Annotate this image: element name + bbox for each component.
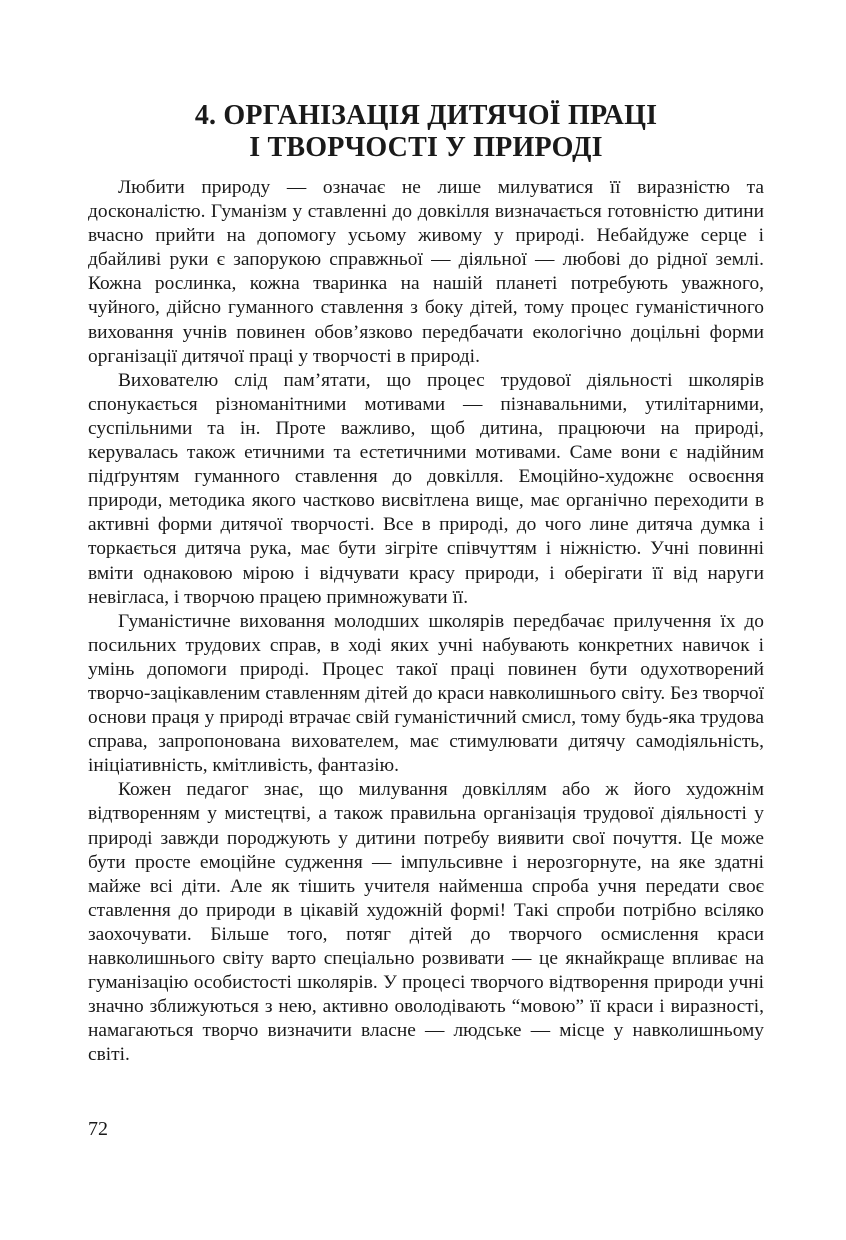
page-number: 72 bbox=[88, 1118, 108, 1140]
paragraph-4: Кожен педагог знає, що милування довкіллям або ж його художнім відтворенням у мистецтві, а також правильна організація трудової діяльності у природі завжди породжують у дитини потребу виявити свої почуття. Це може бути просте емоційне судження — імпульсивне і нерозгорнуте, на яке здатні майже всі діти. Але як тішить учителя найменша спроба учня передати своє ставлення до природи в цікавій художній формі! Такі спроби потрібно всіляко заохочувати. Більше того, потяг дітей до творчого осмислення краси навколишнього світу варто спеціально розвивати — це якнайкраще впливає на гуманізацію особистості школярів. У процесі творчого відтворення природи учні значно зближуються з нею, активно оволодівають “мовою” її краси і виразності, намагаються творчо визначити власне — людське — місце у навколишньому світі. bbox=[88, 779, 764, 1066]
paragraph-2: Вихователю слід пам’ятати, що процес трудової діяльності школярів спонукається різноманітними мотивами — пізнавальними, утилітарними, суспільними та ін. Проте важливо, щоб дитина, працюючи на природі, керувалась також етичними та естетичними мотивами. Саме вони є надійним підґрунтям гуманного ставлення до довкілля. Емоційно-художнє освоєння природи, методика якого частково висвітлена вище, має органічно переходити в активні форми дитячої творчості. Все в природі, до чого лине дитяча думка і торкається дитяча рука, має бути зігріте співчуттям і ніжністю. Учні повинні вміти однаковою мірою і відчувати красу природи, і оберігати її від наруги невігласа, і творчою працею примножувати її. bbox=[88, 369, 764, 608]
paragraph-3: Гуманістичне виховання молодших школярів передбачає прилучення їх до посильних трудових справ, в ході яких учні набувають конкретних навичок і умінь допомоги природі. Процес такої праці повинен бути одухотворений творчо-зацікавленим ставленням дітей до краси навколишнього світу. Без творчої основи праця у природі втрачає свій гуманістичний смисл, тому будь-яка трудова справа, запропонована вихователем, має стимулювати дитячу самодіяльність, ініціативність, кмітливість, фантазію. bbox=[88, 610, 764, 777]
section-title-line-2: І ТВОРЧОСТІ У ПРИРОДІ bbox=[249, 132, 603, 163]
section-title-line-1: 4. ОРГАНІЗАЦІЯ ДИТЯЧОЇ ПРАЦІ bbox=[194, 100, 658, 131]
section-title bbox=[88, 100, 764, 164]
page-content bbox=[88, 100, 764, 1067]
paragraph-1: Любити природу — означає не лише милуватися її виразністю та досконалістю. Гуманізм у ставленні до довкілля визначається готовністю дитини вчасно прийти на допомогу усьому живому у природі. Небайдуже серце і дбайливі руки є запорукою справжньої — діяльної — любові до рідної землі. Кожна рослинка, кожна тваринка на нашій планеті потребують уважного, чуйного, дійсно гуманного ставлення з боку дітей, тому процес гуманістичного виховання учнів повинен обов’язково передбачати екологічно доцільні форми організації дитячої праці у творчості в природі. bbox=[88, 177, 764, 367]
